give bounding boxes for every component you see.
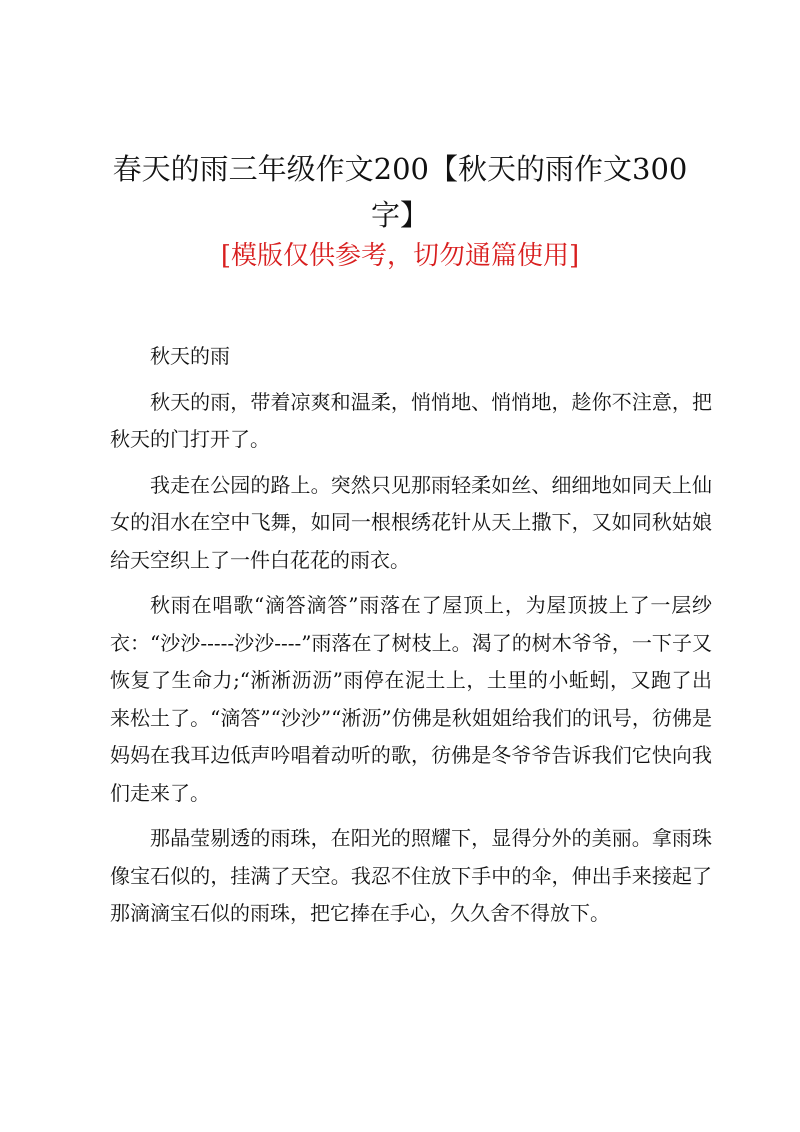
document-title: 春天的雨三年级作文200【秋天的雨作文300字】 <box>112 152 688 232</box>
paragraph: 秋天的雨，带着凉爽和温柔，悄悄地、悄悄地，趁你不注意，把秋天的门打开了。 <box>110 389 712 451</box>
paragraph: 秋雨在唱歌“滴答滴答”雨落在了屋顶上，为屋顶披上了一层纱衣：“沙沙-----沙沙----”雨落在了树枝上。渴了的树木爷爷，一下子又恢复了生命力;“淅淅沥沥”雨停在泥土上，土里的小蚯蚓，又跑了出来松土了。“滴答”“沙沙”“淅沥”仿佛是秋姐姐给我们的讯号，彷佛是妈妈在我耳边低声吟唱着动听的歌，彷佛是冬爷爷告诉我们它快向我们走来了。 <box>110 593 712 805</box>
document-body <box>110 338 712 941</box>
template-notice: [模版仅供参考，切勿通篇使用] <box>220 241 580 271</box>
paragraph: 我走在公园的路上。突然只见那雨轻柔如丝、细细地如同天上仙女的泪水在空中飞舞，如同一根根绣花针从天上撒下，又如同秋姑娘给天空织上了一件白花花的雨衣。 <box>110 472 712 572</box>
paragraph: 那晶莹剔透的雨珠，在阳光的照耀下，显得分外的美丽。拿雨珠像宝石似的，挂满了天空。我忍不住放下手中的伞，伸出手来接起了那滴滴宝石似的雨珠，把它捧在手心，久久舍不得放下。 <box>110 826 712 925</box>
section-heading: 秋天的雨 <box>150 344 230 368</box>
